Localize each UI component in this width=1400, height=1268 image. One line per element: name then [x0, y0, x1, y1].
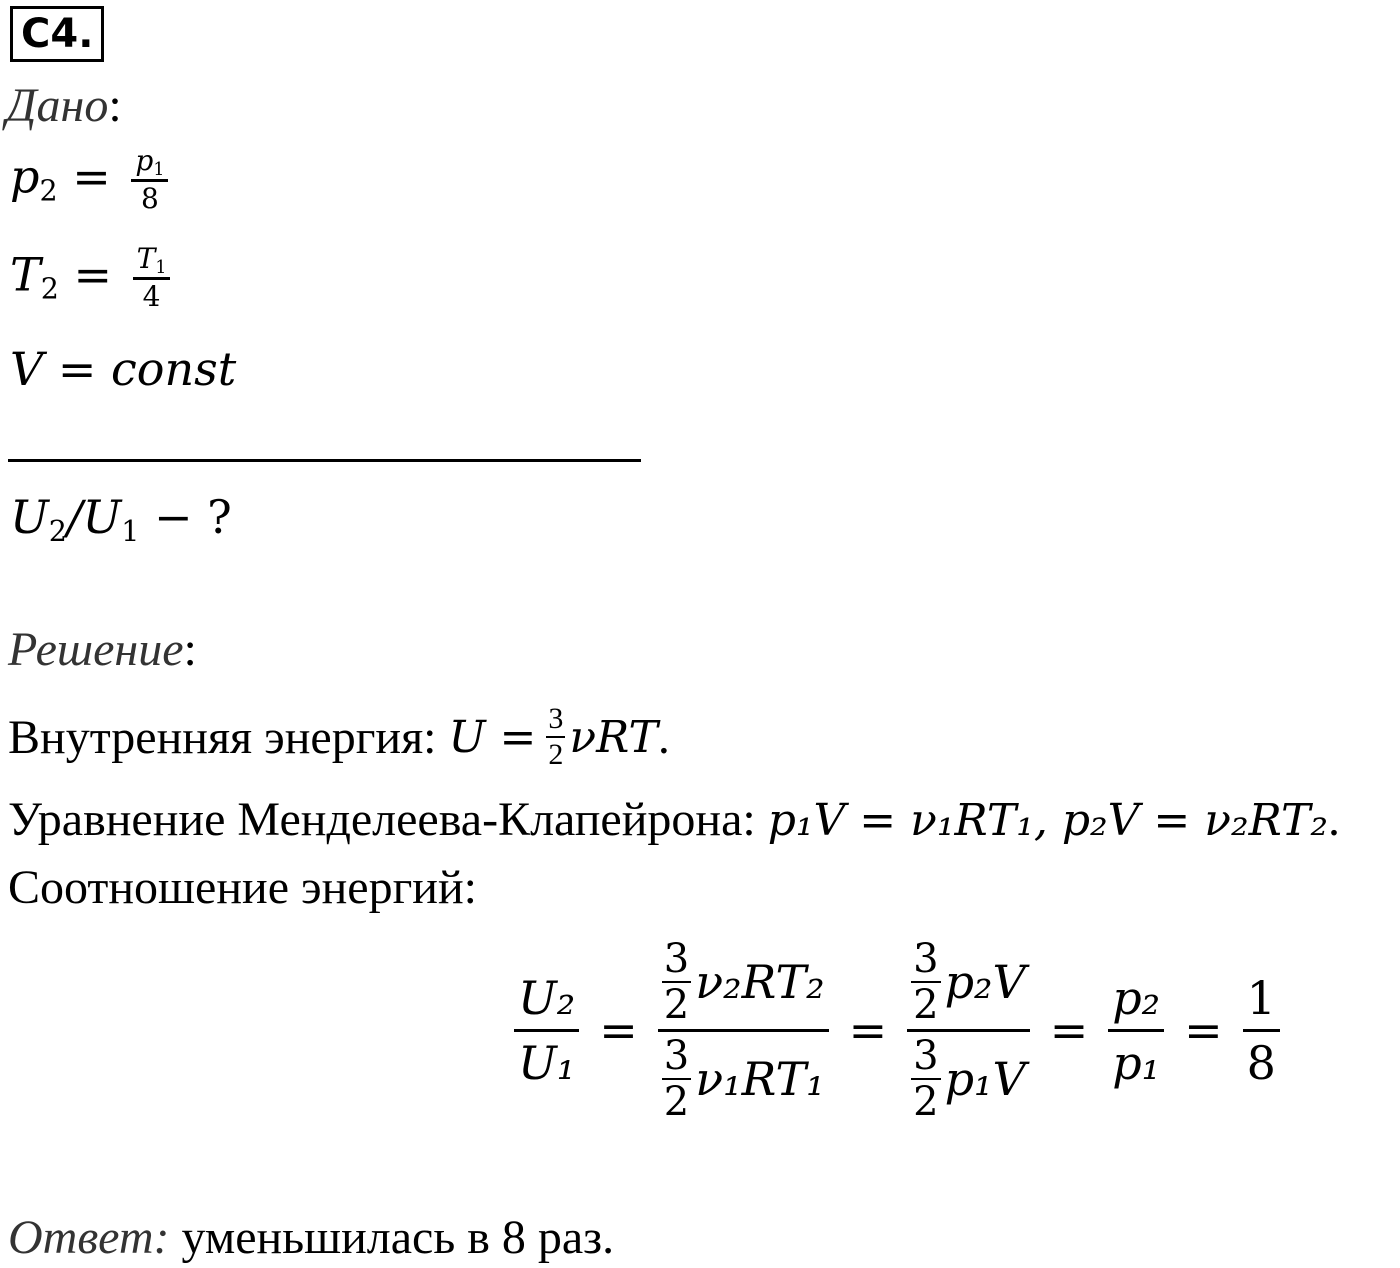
ratio-u-fraction — [514, 971, 579, 1090]
given-divider — [8, 459, 641, 462]
t2-frac-num-sub: 1 — [155, 257, 167, 278]
p2-frac-num: p — [135, 144, 154, 177]
answer-text: уменьшилась в 8 раз. — [169, 1211, 615, 1264]
ratio-pv-fraction — [907, 935, 1030, 1125]
energy-ratio-equation — [508, 930, 1286, 1130]
ratio-p2: p₂ — [1108, 971, 1164, 1032]
p2-frac-num-sub: 1 — [153, 159, 165, 180]
equals-4: = — [1184, 1003, 1223, 1057]
energy-period: . — [657, 710, 670, 764]
t2-frac-den: 4 — [142, 279, 161, 313]
ratio-u1: U₁ — [518, 1035, 576, 1090]
energy-lhs: U = — [448, 711, 537, 763]
energy-frac-num: 3 — [546, 704, 565, 738]
t2-fraction — [133, 244, 171, 313]
equals-1: = — [599, 1003, 638, 1057]
given-heading: Дано: — [6, 79, 122, 132]
ratio-p-fraction — [1108, 971, 1164, 1090]
p2-equals: = — [72, 149, 111, 204]
three-halves-top-2 — [911, 935, 940, 1028]
ratio-p1: p₁ — [1112, 1035, 1161, 1090]
p2-subscript: 2 — [39, 174, 58, 208]
given-t2 — [10, 244, 170, 313]
two-2: 2 — [663, 1078, 690, 1125]
energy-rhs: νRT — [569, 711, 658, 763]
solution-line-ratio: Соотношение энергий: — [8, 861, 477, 914]
result-one: 1 — [1243, 971, 1280, 1032]
three-halves-top-1 — [662, 935, 691, 1028]
answer-label: Ответ: — [8, 1211, 170, 1264]
equals-2: = — [848, 1003, 888, 1057]
p2-frac-den: 8 — [140, 181, 159, 215]
find-ratio — [10, 490, 232, 548]
p1v: p₁V — [944, 1051, 1026, 1106]
energy-text: Внутренняя энергия: — [8, 710, 449, 764]
p2-fraction — [131, 146, 168, 215]
solution-label: Решение — [8, 623, 184, 676]
two-1: 2 — [663, 981, 690, 1028]
solution-line-energy — [8, 692, 670, 782]
ratio-u2: U₂ — [514, 971, 579, 1032]
energy-frac-den: 2 — [548, 738, 564, 771]
three-halves-bottom-1 — [662, 1032, 691, 1125]
energy-fraction — [546, 704, 565, 770]
three-1: 3 — [663, 935, 690, 982]
nu1-rt1: ν₁RT₁ — [695, 1051, 825, 1106]
given-volume: V = const — [10, 342, 237, 396]
answer-line — [8, 1210, 614, 1265]
three-3: 3 — [913, 935, 939, 982]
p2-symbol: p — [10, 149, 40, 204]
equals-3: = — [1049, 1003, 1089, 1057]
solution-heading: Решение: — [8, 623, 197, 676]
mendeleev-text: Уравнение Менделеева-Клапейрона: — [8, 793, 768, 846]
result-eight: 8 — [1246, 1035, 1276, 1090]
find-u2: U — [10, 490, 49, 544]
nu2-rt2: ν₂RT₂ — [695, 954, 825, 1009]
t2-frac-num: T — [136, 242, 156, 275]
p2v: p₂V — [944, 954, 1026, 1009]
find-question: − ? — [139, 490, 232, 544]
mendeleev-period: . — [1327, 793, 1340, 846]
given-p2 — [10, 146, 168, 215]
three-halves-bottom-2 — [911, 1032, 940, 1125]
two-3: 2 — [913, 981, 939, 1028]
find-slash: / — [66, 490, 83, 544]
t2-equals: = — [73, 247, 113, 302]
t2-subscript: 2 — [40, 272, 59, 306]
three-4: 3 — [913, 1032, 939, 1079]
t2-symbol: T — [10, 247, 41, 302]
solution-line-mendeleev — [8, 792, 1340, 847]
find-u2-sub: 2 — [48, 514, 67, 548]
task-label: C4. — [10, 6, 104, 62]
given-label: Дано — [6, 79, 109, 132]
find-u1-sub: 1 — [121, 514, 140, 548]
two-4: 2 — [913, 1078, 939, 1125]
three-2: 3 — [663, 1032, 690, 1079]
mendeleev-formula: p₁V = ν₁RT₁, p₂V = ν₂RT₂ — [767, 795, 1328, 846]
ratio-nu-fraction — [658, 935, 829, 1125]
find-u1: U — [82, 490, 122, 544]
ratio-result-fraction — [1243, 971, 1280, 1090]
